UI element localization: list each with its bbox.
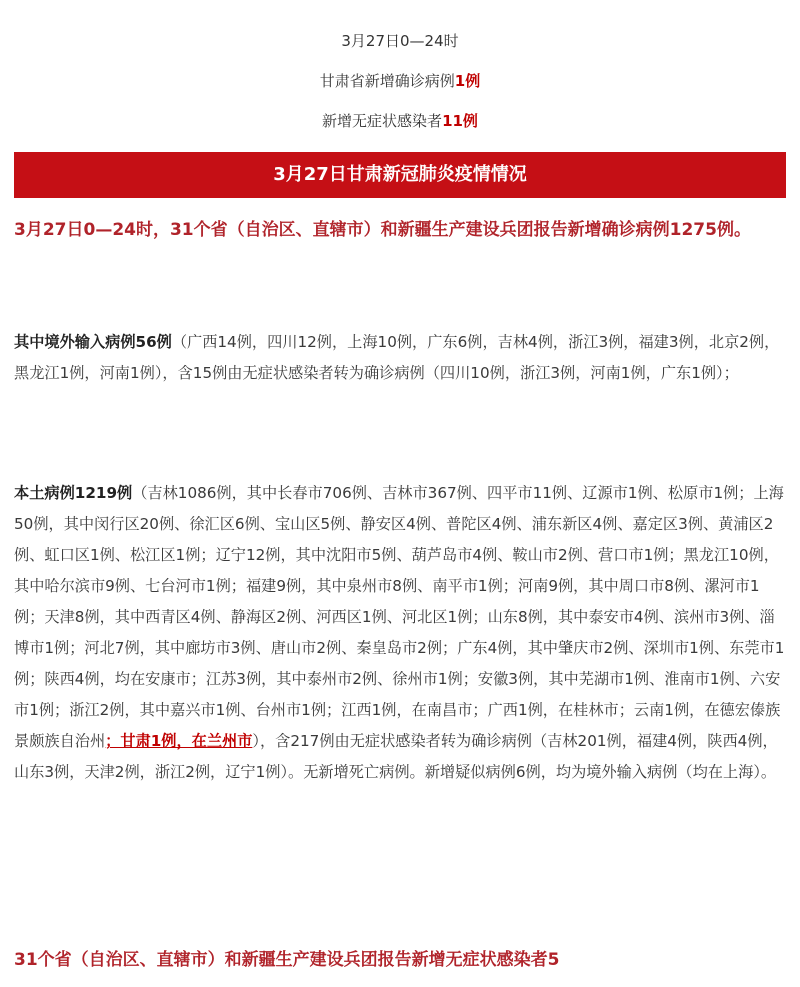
gansu-new-confirmed-line bbox=[0, 70, 800, 91]
gansu-asymptomatic-value: 11例 bbox=[442, 112, 478, 130]
local-cases-lead: 本土病例1219例 bbox=[14, 484, 133, 502]
date-range: 3月27日0—24时 bbox=[341, 32, 459, 50]
gansu-new-confirmed-label: 甘肃省新增确诊病例 bbox=[319, 72, 455, 90]
imported-cases-body: （广西14例，四川12例，上海10例，广东6例，吉林4例，浙江3例，福建3例，北京2例，黑龙江1例，河南1例），含15例由无症状感染者转为确诊病例（四川10例，浙江3例，河南1例，广东1例）； bbox=[14, 333, 780, 382]
local-cases-body: （吉林1086例，其中长春市706例、吉林市367例、四平市11例、辽源市1例、松原市1例；上海50例，其中闵行区20例、徐汇区6例、宝山区5例、静安区4例、普陀区4例、浦东新区4例、嘉定区3例、黄浦区2例、虹口区1例、松江区1例；辽宁12例，其中沈阳市5例、葫芦岛市4例、鞍山市2例、营口市1例；黑龙江10例，其中哈尔滨市9例、七台河市1例；福建9例，其中泉州市8例、南平市1例；河南9例，其中周口市8例、漯河市1例；天津8例，其中西青区4例、静海区2例、河西区1例、河北区1例；山东8例，其中泰安市4例、滨州市3例、淄博市1例；河北7例，其中廊坊市3例、唐山市2例、秦皇岛市2例；广东4例，其中肇庆市2例、深圳市1例、东莞市1例；陕西4例，均在安康市；江苏3例，其中泰州市2例、徐州市1例；安徽3例，其中芜湖市1例、淮南市1例、六安市1例；浙江2例，其中嘉兴市1例、台州市1例；江西1例，在南昌市；广西1例，在桂林市；云南1例，在德宏傣族景颇族自治州 bbox=[14, 484, 785, 750]
asymptomatic-headline: 31个省（自治区、直辖市）和新疆生产建设兵团报告新增无症状感染者5 bbox=[14, 950, 560, 970]
local-cases-paragraph bbox=[14, 478, 786, 788]
gansu-new-confirmed-value: 1例 bbox=[454, 72, 481, 90]
national-headline: 3月27日0—24时，31个省（自治区、直辖市）和新疆生产建设兵团报告新增确诊病例1275例。 bbox=[14, 220, 751, 240]
section-banner: 3月27日甘肃新冠肺炎疫情情况 bbox=[14, 152, 786, 198]
imported-cases-lead: 其中境外输入病例56例 bbox=[14, 333, 172, 351]
gansu-asymptomatic-line bbox=[0, 110, 800, 131]
imported-cases-paragraph bbox=[14, 327, 786, 389]
text-fade-overlay bbox=[600, 945, 720, 975]
gansu-asymptomatic-label: 新增无症状感染者 bbox=[322, 112, 443, 130]
local-cases-body-end: ），含217例由无症状感染者转为确诊病例（吉林201例，福建4例，陕西4例，山东3例，天津2例，浙江2例，辽宁1例）。无新增死亡病例。新增疑似病例6例，均为境外输入病例（均在上海）。 bbox=[14, 732, 778, 781]
gansu-highlight-link[interactable]: ；甘肃1例，在兰州市 bbox=[105, 732, 253, 750]
